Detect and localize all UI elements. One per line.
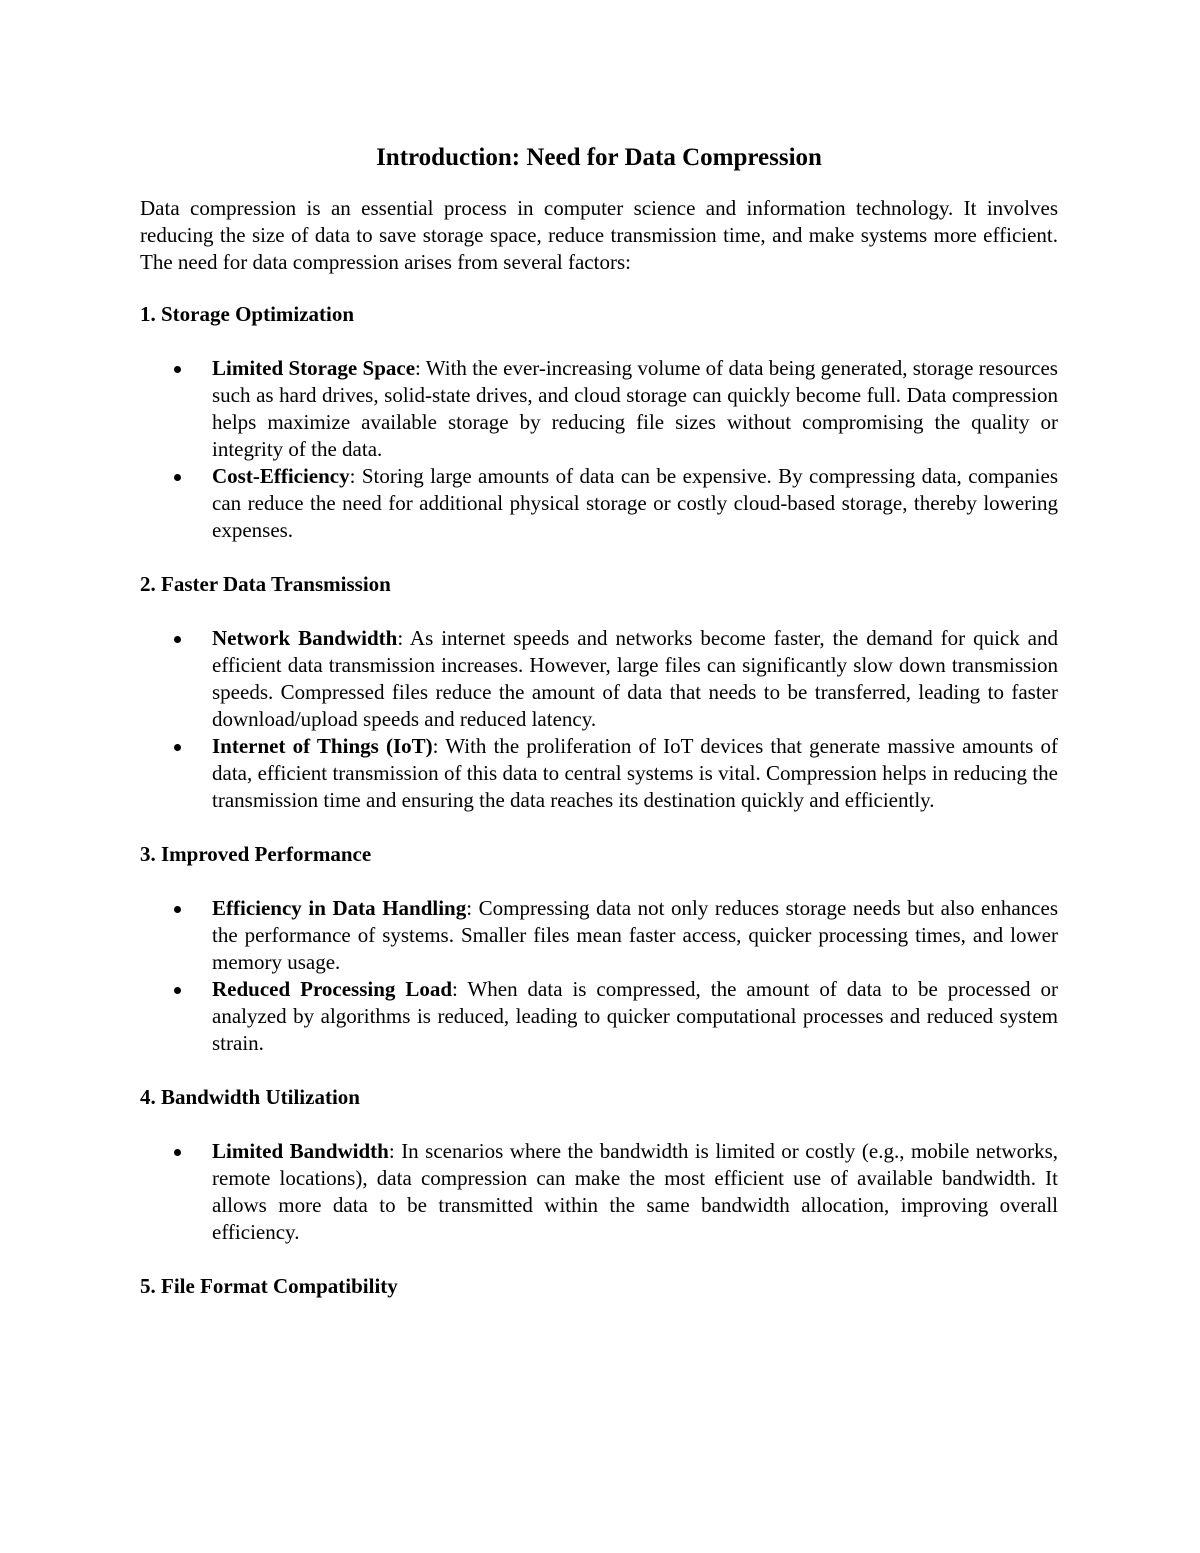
bullet-term: Limited Bandwidth xyxy=(212,1139,389,1163)
list-item xyxy=(140,895,1058,976)
section-faster-data-transmission xyxy=(140,571,1058,814)
bullet-icon xyxy=(174,1149,181,1156)
bullet-text: : With the proliferation of IoT devices that generate massive amounts of data, efficient transmission of this data to central systems is vital. Compression helps in reducing the transmission time and ensuring the data reaches its destination quickly and efficiently. xyxy=(212,734,1058,812)
bullet-list xyxy=(140,355,1058,544)
bullet-text: : Compressing data not only reduces storage needs but also enhances the performance of systems. Smaller files mean faster access, quicker processing times, and lower memory usage. xyxy=(212,896,1058,974)
section-heading: 3. Improved Performance xyxy=(140,842,372,866)
bullet-text: : As internet speeds and networks become faster, the demand for quick and efficient data transmission increases. However, large files can significantly slow down transmission speeds. Compressed files reduce the amount of data that needs to be transferred, leading to faster download/upload speeds and reduced latency. xyxy=(212,626,1058,731)
section-bandwidth-utilization xyxy=(140,1084,1058,1246)
section-improved-performance xyxy=(140,841,1058,1057)
bullet-list xyxy=(140,1138,1058,1246)
bullet-list xyxy=(140,895,1058,1057)
bullet-icon xyxy=(174,987,181,994)
document-page xyxy=(140,140,1058,1327)
bullet-term: Cost-Efficiency xyxy=(212,464,350,488)
bullet-term: Efficiency in Data Handling xyxy=(212,896,467,920)
list-item xyxy=(140,976,1058,1057)
bullet-list xyxy=(140,625,1058,814)
list-item xyxy=(140,733,1058,814)
section-storage-optimization xyxy=(140,301,1058,544)
intro-paragraph: Data compression is an essential process in computer science and information technology. It involves reducing the size of data to save storage space, reduce transmission time, and make systems more efficient. The need for data compression arises from several factors: xyxy=(140,196,1058,274)
section-heading: 5. File Format Compatibility xyxy=(140,1274,398,1298)
bullet-icon xyxy=(174,366,181,373)
section-heading: 4. Bandwidth Utilization xyxy=(140,1085,360,1109)
list-item xyxy=(140,1138,1058,1246)
section-heading: 1. Storage Optimization xyxy=(140,302,355,326)
bullet-text: : In scenarios where the bandwidth is limited or costly (e.g., mobile networks, remote locations), data compression can make the most efficient use of available bandwidth. It allows more data to be transmitted within the same bandwidth allocation, improving overall efficiency. xyxy=(212,1139,1058,1244)
bullet-term: Network Bandwidth xyxy=(212,626,398,650)
section-file-format-compatibility xyxy=(140,1273,1058,1300)
bullet-term: Limited Storage Space xyxy=(212,356,416,380)
section-heading: 2. Faster Data Transmission xyxy=(140,572,391,596)
list-item xyxy=(140,463,1058,544)
bullet-text: : Storing large amounts of data can be expensive. By compressing data, companies can reduce the need for additional physical storage or costly cloud-based storage, thereby lowering expenses. xyxy=(212,464,1058,542)
list-item xyxy=(140,625,1058,733)
bullet-term: Reduced Processing Load xyxy=(212,977,453,1001)
bullet-icon xyxy=(174,636,181,643)
bullet-icon xyxy=(174,474,181,481)
document-title: Introduction: Need for Data Compression xyxy=(376,144,822,171)
bullet-text: : With the ever-increasing volume of data being generated, storage resources such as hard drives, solid-state drives, and cloud storage can quickly become full. Data compression helps maximize available storage by reducing file sizes without compromising the quality or integrity of the data. xyxy=(212,356,1058,461)
list-item xyxy=(140,355,1058,463)
bullet-icon xyxy=(174,744,181,751)
bullet-icon xyxy=(174,906,181,913)
bullet-text: : When data is compressed, the amount of data to be processed or analyzed by algorithms is reduced, leading to quicker computational processes and reduced system strain. xyxy=(212,977,1058,1055)
bullet-term: Internet of Things (IoT) xyxy=(212,734,433,758)
